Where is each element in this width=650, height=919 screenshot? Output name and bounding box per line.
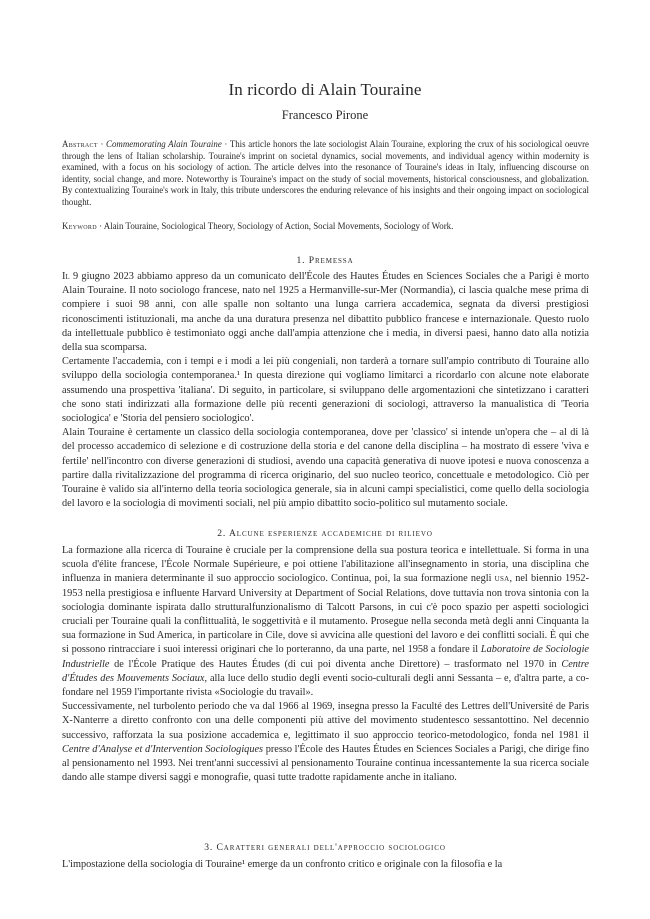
text-run: La formazione alla ricerca di Touraine è cruciale per la comprensione della sua postura teorica e intellettuale. Si forma in una scuola d'élite francese, l'École Normale Supérieure, e poi ottiene l'abilitazione all'insegnamento in storia, una disciplina che influenza in maniera determinante il suo approccio sociologico. Continua, poi, la sua formazione negli: [62, 545, 589, 585]
text-run: , alla luce dello studio degli eventi socio-culturali degli anni Sessanta – e, d'altra parte, a co-fondare nel 1959 l'importante rivista «Sociologie du travail».: [62, 672, 589, 699]
keywords-text: · Alain Touraine, Sociological Theory, Sociology of Action, Social Movements, Sociology of Work.: [96, 221, 454, 231]
small-caps-text: usa: [494, 573, 510, 585]
italic-title: Centre d'Analyse et d'Intervention Sociologiques: [62, 743, 264, 755]
paragraph: [62, 700, 589, 785]
section-2-body: [62, 544, 589, 785]
italic-title: Centre d'Études des Mouvements Sociaux: [62, 658, 589, 684]
paragraph: L'impostazione della sociologia di Touraine¹ emerge da un confronto critico e originale con la filosofia e la: [62, 859, 503, 870]
abstract-separator: ·: [97, 139, 107, 149]
drop-lead: Il: [62, 271, 70, 282]
abstract-title: Commemorating Alain Touraine: [106, 139, 222, 149]
paragraph: [62, 544, 589, 700]
abstract: [62, 139, 589, 209]
article-author: Francesco Pirone: [281, 108, 369, 122]
keywords-label: Keyword: [62, 221, 97, 231]
article-title: In ricordo di Alain Touraine: [228, 80, 422, 99]
section-3-body: [62, 858, 589, 872]
paragraph: [62, 270, 589, 355]
section-heading-1: 1. Premessa: [296, 255, 354, 266]
section-heading-3: 3. Caratteri generali dell'approccio sociologico: [204, 842, 446, 853]
paragraph: Alain Touraine è certamente un classico della sociologia contemporanea, dove per 'classico' si intende un'opera che – al di là del processo accademico di selezione e di costruzione della storia e del canone della disciplina – ha mostrato di essere 'viva e fertile' nell'incontro con diverse generazioni di studiosi, avendo una capacità generativa di nuove ipotesi e nuova conoscenza a partire dalla rivitalizzazione del programma di ricerca originario, del suo nucleo teorico, concettuale e metodologico. Ciò per Touraine è valido sia all'interno della teoria sociologica generale, sia in alcuni campi specialistici, come quello della sociologia del lavoro e la sociologia di movimenti sociali, nel più ampio dibattito socio-politico sul mutamento sociale.: [62, 427, 589, 510]
section-1-body: [62, 270, 589, 511]
text-run: Successivamente, nel turbolento periodo che va dal 1966 al 1969, insegna presso la Faculté des Lettres dell'Université de Paris X-Nanterre a diretto confronto con una delle componenti più attive del movimento studentesco sessantottino. Nel decennio successivo, rafforzata la sua posizione accademica e, legittimato il suo approccio teorico-metodologico, fonda nel 1981 il: [62, 701, 589, 741]
abstract-text: · This article honors the late sociologist Alain Touraine, exploring the crux of his sociological oeuvre through the lens of Italian scholarship. Touraine's imprint on societal dynamics, social movements, and individual agency within modernity is examined, with a focus on his sociology of action. The article delves into the resonance of Touraine's ideas in Italy, influencing discourse on identity, social change, and more. Noteworthy is Touraine's impact on the study of social movements, historical consciousness, and globalization. By contextualizing Touraine's work in Italy, this tribute underscores the enduring relevance of his insights and their ongoing impact on sociological thought.: [62, 139, 589, 207]
text-run: de l'École Pratique des Hautes Études (di cui poi diventa anche Direttore) – trasformato nel 1970 in: [109, 658, 562, 670]
text-run: presso l'École des Hautes Études en Sciences Sociales a Parigi, che dirige fino al pensionamento nel 1993. Nei trent'anni successivi al pensionamento Touraine continua incessantemente la sua ricerca sociale dando alle stampe diversi saggi e monografie, quasi tutte tradotte rapidamente anche in italiano.: [62, 743, 589, 784]
paragraph: Certamente l'accademia, con i tempi e i modi a lei più congeniali, non tarderà a tornare sull'ampio contributo di Touraine allo sviluppo della sociologia contemporanea.¹ In questa direzione qui vogliamo limitarci a ricordarlo con alcune note elaborate assumendo una prospettiva 'italiana'. Di seguito, in particolare, si sviluppano delle argomentazioni che sintetizzano i caratteri che sono stati indirizzati alla formazione delle più recenti generazioni di sociologi, attraverso la manualistica di 'Teoria sociologica' e 'Storia del pensiero sociologico'.: [62, 356, 589, 425]
section-heading-2: 2. Alcune esperienze accademiche di rilievo: [217, 528, 433, 539]
text-run: , nel biennio 1952-1953 nella prestigiosa e influente Harvard University at Department of Social Relations, dove tuttavia non trova sintonia con la sociologia dominante ispirata dallo strutturalfunzionalismo di Talcott Parsons, in cui c'è poco spazio per aspetti sociologici cruciali per Touraine quali la conflittualità, le soggettività e il mutamento. Prosegue nella seconda metà degli anni Cinquanta la sua formazione in Sud America, in particolare in Cile, dove si avvicina alle questioni del lavoro e dei conflitti sociali. È qui che si possono rintracciare i suoi interessi originari che lo porteranno, da una parte, nel 1958 a fondare il: [62, 573, 589, 656]
keywords: [62, 221, 589, 233]
paragraph-text: 9 giugno 2023 abbiamo appreso da un comunicato dell'École des Hautes Études en Sciences Sociales che a Parigi è morto Alain Touraine. Il noto sociologo francese, nato nel 1925 a Hermanville-sur-Mer (Normandia), ci lascia qualche mese prima di compiere i suoi 98 anni, con alle spalle non soltanto una lunga carriera accademica, segnata da diversi prestigiosi riconoscimenti istituzionali, ma anche da una duratura presenza nel dibattito pubblico francese e internazionale. Questo ruolo da intellettuale pubblico è testimoniato oggi anche dall'ampia attenzione che i media, in diversi paesi, hanno dato alla notizia della sua scomparsa.: [62, 271, 589, 354]
italic-title: Laboratoire de Sociologie Industrielle: [62, 644, 589, 670]
abstract-label: Abstract: [62, 139, 98, 149]
